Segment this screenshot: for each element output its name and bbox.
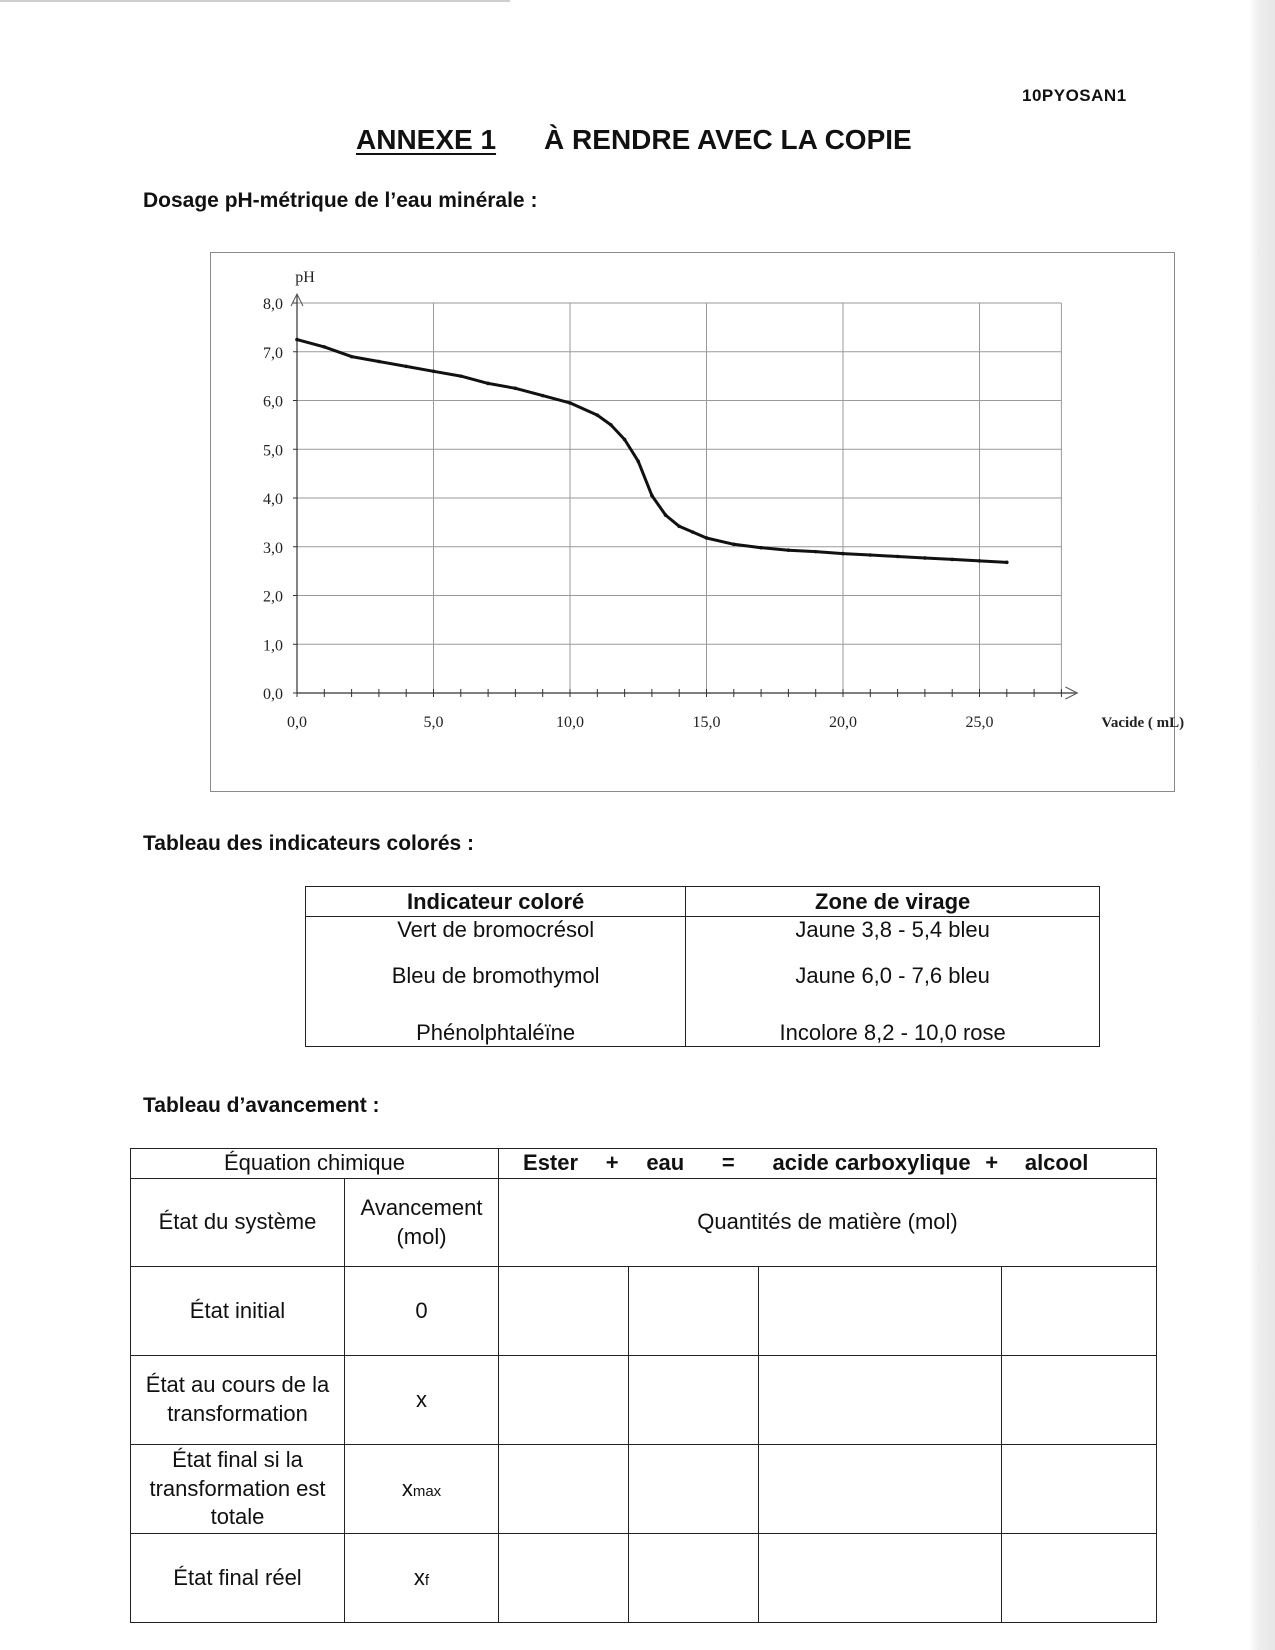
equation-equals: = bbox=[721, 1150, 735, 1176]
data-point bbox=[691, 530, 695, 534]
titration-chart bbox=[210, 252, 1185, 792]
chart-series bbox=[295, 338, 1008, 564]
quantity-cell-ester[interactable] bbox=[499, 1267, 629, 1356]
table-row bbox=[131, 1445, 1157, 1534]
table-row bbox=[306, 917, 1100, 948]
state-header: État du système bbox=[131, 1179, 345, 1267]
quantity-cell-acid[interactable] bbox=[759, 1534, 1002, 1623]
quantity-cell-alcohol[interactable] bbox=[1002, 1267, 1157, 1356]
y-tick-label: 3,0 bbox=[263, 539, 283, 557]
data-point bbox=[295, 338, 299, 342]
y-tick-label: 4,0 bbox=[263, 491, 283, 508]
data-point bbox=[459, 374, 463, 378]
data-point bbox=[896, 555, 900, 559]
indicator-name: Vert de bromocrésol bbox=[306, 917, 686, 948]
annex-instruction: À RENDRE AVEC LA COPIE bbox=[544, 124, 912, 155]
table-row bbox=[131, 1267, 1157, 1356]
table-row bbox=[306, 947, 1100, 1004]
quantities-header: Quantités de matière (mol) bbox=[499, 1179, 1157, 1267]
titration-heading: Dosage pH-métrique de l’eau minérale : bbox=[143, 189, 538, 212]
equation-ester: Ester bbox=[523, 1150, 579, 1176]
quantity-cell-ester[interactable] bbox=[499, 1445, 629, 1534]
data-point bbox=[841, 552, 845, 556]
data-point bbox=[664, 513, 668, 517]
quantity-cell-ester[interactable] bbox=[499, 1356, 629, 1445]
state-label: État final si la transformation est totale bbox=[131, 1445, 345, 1534]
data-point bbox=[636, 460, 640, 464]
data-point bbox=[432, 369, 436, 373]
indicator-range: Incolore 8,2 - 10,0 rose bbox=[686, 1004, 1100, 1047]
quantity-cell-ester[interactable] bbox=[499, 1534, 629, 1623]
progress-header-row bbox=[131, 1179, 1157, 1267]
data-point bbox=[623, 438, 627, 442]
equation-label: Équation chimique bbox=[131, 1149, 499, 1179]
document-code: 10PYOSAN1 bbox=[1022, 86, 1127, 105]
data-point bbox=[978, 559, 982, 563]
quantity-cell-water[interactable] bbox=[629, 1534, 759, 1623]
quantity-cell-water[interactable] bbox=[629, 1267, 759, 1356]
y-tick-label: 6,0 bbox=[263, 393, 283, 411]
state-label: État final réel bbox=[131, 1534, 345, 1623]
data-point bbox=[514, 387, 518, 391]
state-label: État initial bbox=[131, 1267, 345, 1356]
x-tick-label: 15,0 bbox=[692, 714, 721, 731]
chart-axes bbox=[291, 294, 1077, 699]
progress-value: xmax bbox=[345, 1445, 499, 1534]
table-row bbox=[306, 1004, 1100, 1047]
indicator-name: Phénolphtaléïne bbox=[306, 1004, 686, 1047]
data-point bbox=[404, 365, 408, 369]
quantity-cell-alcohol[interactable] bbox=[1002, 1356, 1157, 1445]
progress-value: x bbox=[345, 1356, 499, 1445]
data-point bbox=[759, 546, 763, 550]
equation-row bbox=[131, 1149, 1157, 1179]
data-point bbox=[923, 556, 927, 560]
chemical-equation bbox=[499, 1149, 1157, 1179]
equation-alcohol: alcool bbox=[1024, 1150, 1089, 1176]
equation-acid: acide carboxylique bbox=[772, 1150, 971, 1176]
data-point bbox=[609, 423, 613, 427]
data-point bbox=[869, 553, 873, 557]
equation-plus: + bbox=[605, 1150, 619, 1176]
indicator-name: Bleu de bromothymol bbox=[306, 947, 686, 1004]
x-axis-label: Vacide ( mL) bbox=[1101, 715, 1185, 731]
x-tick-label: 5,0 bbox=[423, 714, 444, 731]
data-point bbox=[650, 494, 654, 498]
page-edge-shadow bbox=[1249, 0, 1275, 1650]
data-point bbox=[350, 355, 354, 359]
indicators-table bbox=[305, 886, 1100, 1047]
indicators-heading: Tableau des indicateurs colorés : bbox=[143, 832, 475, 855]
titration-curve bbox=[297, 340, 1007, 563]
range-column-header: Zone de virage bbox=[686, 887, 1100, 917]
data-point bbox=[486, 382, 490, 386]
indicator-range: Jaune 6,0 - 7,6 bleu bbox=[686, 947, 1100, 1004]
data-point bbox=[787, 548, 791, 552]
indicator-range: Jaune 3,8 - 5,4 bleu bbox=[686, 917, 1100, 948]
x-tick-label: 0,0 bbox=[287, 714, 307, 731]
quantity-cell-acid[interactable] bbox=[759, 1445, 1002, 1534]
chart-grid bbox=[297, 303, 1061, 693]
y-axis-label: pH bbox=[295, 269, 315, 286]
progress-value: xf bbox=[345, 1534, 499, 1623]
quantity-cell-acid[interactable] bbox=[759, 1267, 1002, 1356]
x-tick-label: 25,0 bbox=[965, 714, 994, 731]
annex-label: ANNEXE 1 bbox=[356, 124, 497, 155]
data-point bbox=[1005, 561, 1009, 565]
x-tick-label: 10,0 bbox=[556, 714, 584, 731]
y-tick-label: 7,0 bbox=[263, 344, 283, 362]
scan-artifact-line bbox=[0, 0, 510, 2]
equation-water: eau bbox=[646, 1150, 685, 1176]
equation-plus: + bbox=[985, 1150, 999, 1176]
data-point bbox=[950, 558, 954, 562]
data-point bbox=[541, 394, 545, 398]
table-row bbox=[131, 1534, 1157, 1623]
titration-chart-svg bbox=[211, 253, 1185, 791]
quantity-cell-acid[interactable] bbox=[759, 1356, 1002, 1445]
data-point bbox=[732, 543, 736, 547]
y-tick-label: 8,0 bbox=[263, 296, 283, 313]
page-title bbox=[356, 124, 912, 156]
quantity-cell-water[interactable] bbox=[629, 1356, 759, 1445]
indicators-header-row bbox=[306, 887, 1100, 917]
data-point bbox=[596, 413, 600, 417]
data-point bbox=[814, 550, 818, 554]
indicator-column-header: Indicateur coloré bbox=[306, 887, 686, 917]
data-point bbox=[568, 401, 572, 405]
data-point bbox=[323, 345, 327, 349]
data-point bbox=[705, 536, 709, 540]
y-tick-label: 1,0 bbox=[263, 637, 283, 655]
data-point bbox=[677, 524, 681, 528]
quantity-cell-alcohol[interactable] bbox=[1002, 1534, 1157, 1623]
progress-header: Avancement (mol) bbox=[345, 1179, 499, 1267]
progress-heading: Tableau d’avancement : bbox=[143, 1094, 380, 1117]
y-tick-label: 0,0 bbox=[263, 686, 283, 703]
data-point bbox=[377, 360, 381, 364]
table-row bbox=[131, 1356, 1157, 1445]
state-label: État au cours de la transformation bbox=[131, 1356, 345, 1445]
y-tick-label: 2,0 bbox=[263, 588, 283, 606]
x-tick-label: 20,0 bbox=[829, 714, 857, 731]
y-tick-label: 5,0 bbox=[263, 442, 283, 460]
quantity-cell-alcohol[interactable] bbox=[1002, 1445, 1157, 1534]
progress-table bbox=[130, 1148, 1157, 1623]
progress-value: 0 bbox=[345, 1267, 499, 1356]
quantity-cell-water[interactable] bbox=[629, 1445, 759, 1534]
